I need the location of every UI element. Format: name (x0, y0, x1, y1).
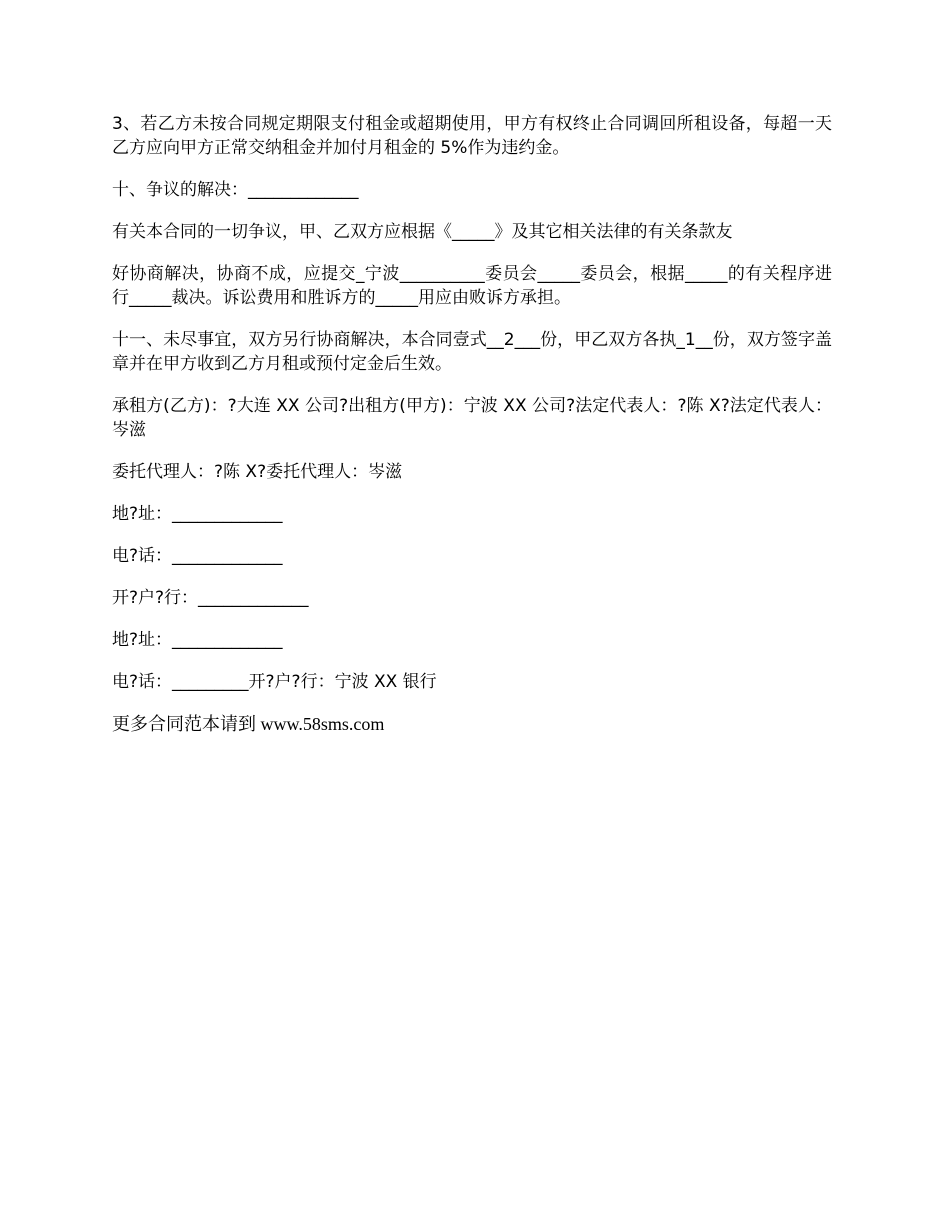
bank-line-1: 开?户?行：_____________ (112, 588, 309, 608)
agents-line: 委托代理人：?陈 X?委托代理人：岑滋 (112, 462, 403, 482)
dispute-paragraph-1: 有关本合同的一切争议，甲、乙双方应根据《_____》及其它相关法律的有关条款友 (112, 222, 733, 242)
address-line-1: 地?址：_____________ (112, 504, 283, 524)
address-line-2: 地?址：_____________ (112, 630, 283, 650)
clause-miscellaneous: 十一、未尽事宜，双方另行协商解决，本合同壹式__2___份，甲乙双方各执_1__份，双方签字盖章并在甲方收到乙方月租或预付定金后生效。 (112, 330, 832, 374)
parties-block: 承租方(乙方)：?大连 XX 公司?出租方(甲方)：宁波 XX 公司?法定代表人：?陈 X?法定代表人：岑滋 (112, 396, 832, 440)
phone-bank-line-2: 电?话：_________开?户?行：宁波 XX 银行 (112, 672, 437, 692)
heading-dispute-resolution: 十、争议的解决：_____________ (112, 180, 359, 200)
clause-penalty: 3、若乙方未按合同规定期限支付租金或超期使用，甲方有权终止合同调回所租设备，每超一天乙方应向甲方正常交纳租金并加付月租金的 5%作为违约金。 (112, 114, 832, 158)
document-page (112, 112, 832, 754)
phone-line-1: 电?话：_____________ (112, 546, 283, 566)
dispute-paragraph-2: 好协商解决，协商不成，应提交_宁波__________委员会_____委员会，根据_____的有关程序进行_____裁决。诉讼费用和胜诉方的_____用应由败诉方承担。 (112, 264, 832, 308)
more-templates-link: 更多合同范本请到 www.58sms.com (112, 714, 385, 734)
